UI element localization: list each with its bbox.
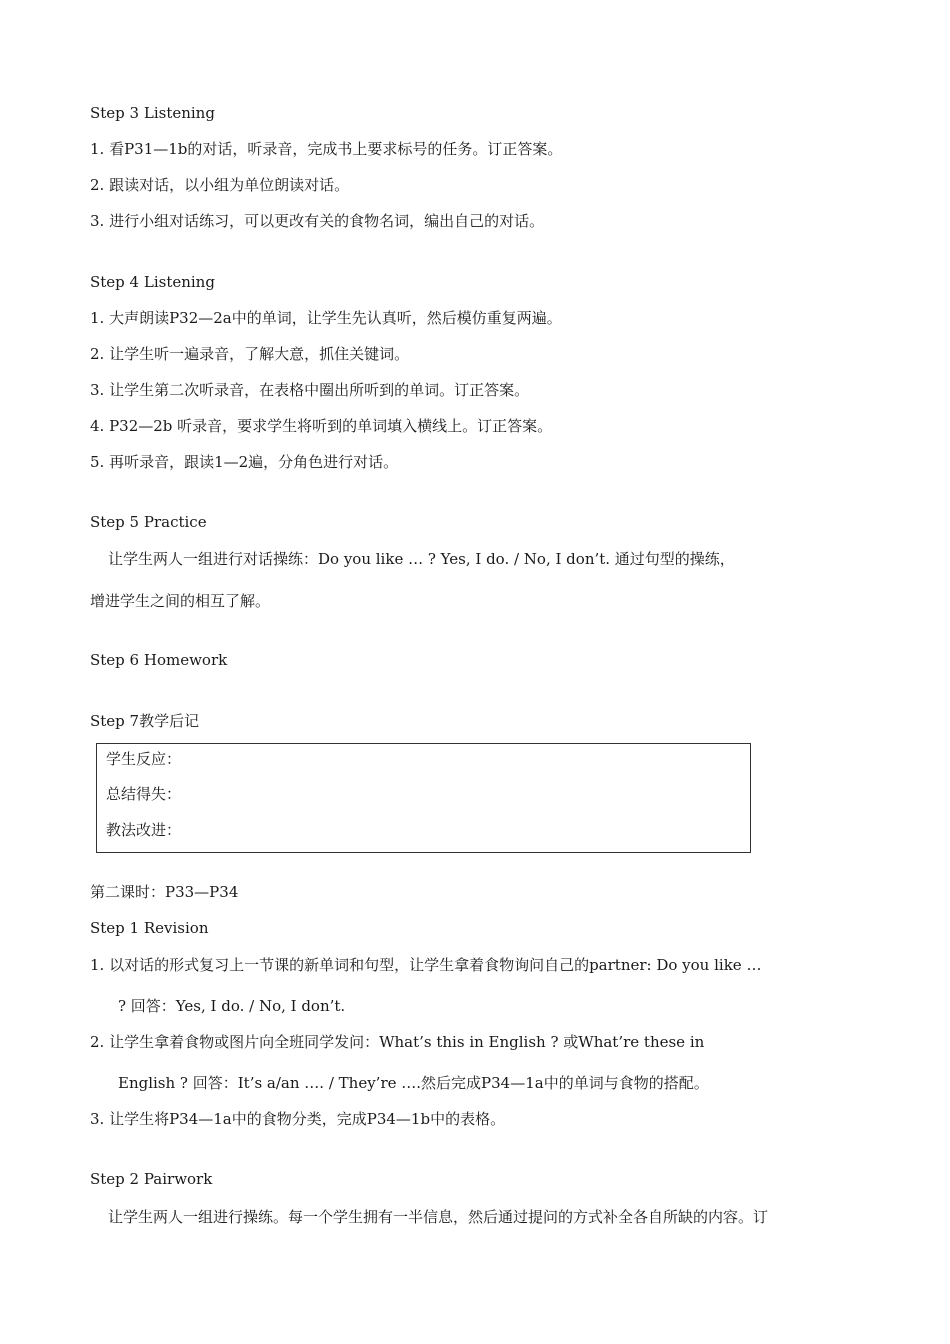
step3-item-2: 2. 跟读对话，以小组为单位朗读对话。 bbox=[90, 176, 350, 194]
step4-item-1: 1. 大声朗读P32—2a中的单词，让学生先认真听，然后模仿重复两遍。 bbox=[90, 309, 562, 327]
step5-heading: Step 5 Practice bbox=[90, 513, 207, 531]
notes-summary: 总结得失： bbox=[106, 785, 182, 803]
lesson2-step2-heading: Step 2 Pairwork bbox=[90, 1170, 213, 1188]
lesson2-step1-item-3: 3. 让学生将P34—1a中的食物分类，完成P34—1b中的表格。 bbox=[90, 1110, 506, 1128]
step3-item-1: 1. 看P31—1b的对话，听录音，完成书上要求标号的任务。订正答案。 bbox=[90, 140, 563, 158]
step4-item-5: 5. 再听录音，跟读1—2遍，分角色进行对话。 bbox=[90, 453, 399, 471]
step6-heading: Step 6 Homework bbox=[90, 651, 228, 669]
teaching-notes-box bbox=[96, 743, 751, 853]
step4-item-2: 2. 让学生听一遍录音，了解大意，抓住关键词。 bbox=[90, 345, 410, 363]
step5-paragraph-line-1: 让学生两人一组进行对话操练：Do you like … ? Yes, I do. / No, I don’t. 通过句型的操练， bbox=[108, 550, 735, 568]
lesson2-step2-paragraph-line-1: 让学生两人一组进行操练。每一个学生拥有一半信息，然后通过提问的方式补全各自所缺的内容。订 bbox=[108, 1208, 769, 1226]
notes-method-improvement: 教法改进： bbox=[106, 821, 182, 839]
step4-heading: Step 4 Listening bbox=[90, 273, 215, 291]
step4-item-3: 3. 让学生第二次听录音，在表格中圈出所听到的单词。订正答案。 bbox=[90, 381, 530, 399]
lesson2-step1-heading: Step 1 Revision bbox=[90, 919, 209, 937]
lesson2-title: 第二课时：P33—P34 bbox=[90, 883, 239, 901]
lesson2-step1-item-1-line-1: 1. 以对话的形式复习上一节课的新单词和句型，让学生拿着食物询问自己的partner: Do you like … bbox=[90, 956, 762, 974]
step4-item-4: 4. P32—2b 听录音，要求学生将听到的单词填入横线上。订正答案。 bbox=[90, 417, 553, 435]
lesson2-step1-item-2-line-2: English ? 回答：It’s a/an …. / They’re ….然后完成P34—1a中的单词与食物的搭配。 bbox=[118, 1074, 709, 1092]
step5-paragraph-line-2: 增进学生之间的相互了解。 bbox=[90, 592, 271, 610]
lesson2-step1-item-1-line-2: ? 回答：Yes, I do. / No, I don’t. bbox=[118, 997, 346, 1015]
step3-item-3: 3. 进行小组对话练习，可以更改有关的食物名词，编出自己的对话。 bbox=[90, 212, 545, 230]
notes-student-reaction: 学生反应： bbox=[106, 750, 182, 768]
lesson2-step1-item-2-line-1: 2. 让学生拿着食物或图片向全班同学发问：What’s this in English ? 或What’re these in bbox=[90, 1033, 705, 1051]
step7-heading: Step 7教学后记 bbox=[90, 712, 200, 730]
step3-heading: Step 3 Listening bbox=[90, 104, 215, 122]
